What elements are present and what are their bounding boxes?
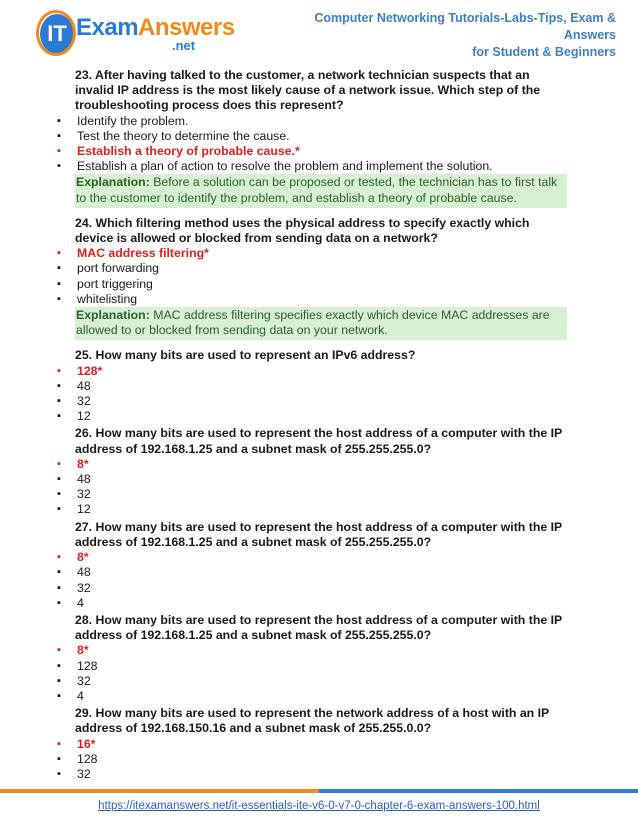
answer-options <box>57 550 567 611</box>
correct-answer-option: ▪ 8* <box>57 550 567 565</box>
site-logo[interactable] <box>40 8 235 56</box>
answer-option: ▪ 12 <box>57 502 567 517</box>
answer-option: ▪ 32 <box>57 394 567 409</box>
explanation-box <box>75 307 567 340</box>
question-text: 26. How many bits are used to represent the host address of a computer with the IP address of 192.168.1.25 and a subnet mask of 255.255.255.0? <box>75 426 562 456</box>
answer-option: ▪ Test the theory to determine the cause. <box>57 129 567 144</box>
footer-url-link[interactable]: https://itexamanswers.net/it-essentials-ite-v6-0-v7-0-chapter-6-exam-answers-100.html <box>98 800 540 812</box>
answer-option: ▪ 128 <box>57 659 567 674</box>
answer-options <box>57 457 567 518</box>
question-text: 25. How many bits are used to represent an IPv6 address? <box>75 348 416 363</box>
answer-option: ▪ 48 <box>57 565 567 580</box>
answer-option: ▪ 4 <box>57 689 567 704</box>
answer-option: ▪ 4 <box>57 596 567 611</box>
correct-answer-option: ▪ Establish a theory of probable cause.* <box>57 144 567 159</box>
correct-answer-option: ▪ 8* <box>57 457 567 472</box>
answer-option: ▪ 128 <box>57 752 567 767</box>
explanation-text: MAC address filtering specifies exactly which device MAC addresses are allowed to or blocked from sending data on your network. <box>76 308 550 338</box>
question-text: 24. Which filtering method uses the physical address to specify exactly which device is allowed or blocked from sending data on a network? <box>75 215 530 246</box>
answer-option: ▪ port triggering <box>57 277 567 292</box>
page-header <box>0 0 638 62</box>
question-block <box>57 520 567 611</box>
answer-option: ▪ 12 <box>57 409 567 424</box>
question-block <box>57 68 567 214</box>
logo-net: .net <box>172 38 196 53</box>
correct-answer-option: ▪ MAC address filtering* <box>57 246 567 261</box>
explanation-label: Explanation: <box>76 175 150 190</box>
answer-option: ▪ Identify the problem. <box>57 114 567 129</box>
question-block <box>57 426 567 517</box>
answer-options <box>57 364 567 425</box>
answer-option: ▪ 48 <box>57 379 567 394</box>
answer-option: ▪ port forwarding <box>57 261 567 276</box>
site-tagline: Computer Networking Tutorials-Labs-Tips, Exam & Answers for Student & Beginners <box>314 11 616 59</box>
question-block <box>57 706 567 782</box>
question-block <box>57 348 567 424</box>
logo-wordmark: ExamAnswers <box>76 14 235 41</box>
logo-it-badge: IT <box>40 14 74 54</box>
footer-divider <box>0 789 638 793</box>
explanation-label: Explanation: <box>76 308 150 323</box>
answer-option: ▪ 32 <box>57 487 567 502</box>
answer-option: ▪ whitelisting <box>57 292 567 307</box>
correct-answer-option: ▪ 16* <box>57 737 567 752</box>
question-text: 27. How many bits are used to represent the host address of a computer with the IP address of 192.168.1.25 and a subnet mask of 255.255.255.0? <box>75 519 562 549</box>
correct-answer-option: ▪ 128* <box>57 364 567 379</box>
answer-option: ▪ 48 <box>57 472 567 487</box>
question-block <box>57 613 567 704</box>
correct-answer-option: ▪ 8* <box>57 643 567 658</box>
answer-option: ▪ 32 <box>57 581 567 596</box>
explanation-box <box>75 174 567 207</box>
answer-option: ▪ 32 <box>57 674 567 689</box>
questions-content <box>57 66 567 782</box>
explanation-text: Before a solution can be proposed or tested, the technician has to first talk to the customer to identify the problem, and establish a theory of probable cause. <box>76 175 558 205</box>
question-text: 23. After having talked to the customer, a network technician suspects that an invalid IP address is the most likely cause of a network issue. Which step of the troubleshooting process does this represent? <box>75 68 541 113</box>
answer-options <box>57 737 567 783</box>
answer-options <box>57 246 567 307</box>
question-block <box>57 216 567 347</box>
answer-option: ▪ 32 <box>57 767 567 782</box>
answer-options <box>57 114 567 175</box>
question-text: 29. How many bits are used to represent the network address of a host with an IP address of 192.168.150.16 and a subnet mask of 255.255.0.0? <box>75 706 550 736</box>
answer-options <box>57 643 567 704</box>
question-text: 28. How many bits are used to represent the host address of a computer with the IP address of 192.168.1.25 and a subnet mask of 255.255.255.0? <box>75 612 562 643</box>
answer-option: ▪ Establish a plan of action to resolve the problem and implement the solution. <box>57 159 567 174</box>
